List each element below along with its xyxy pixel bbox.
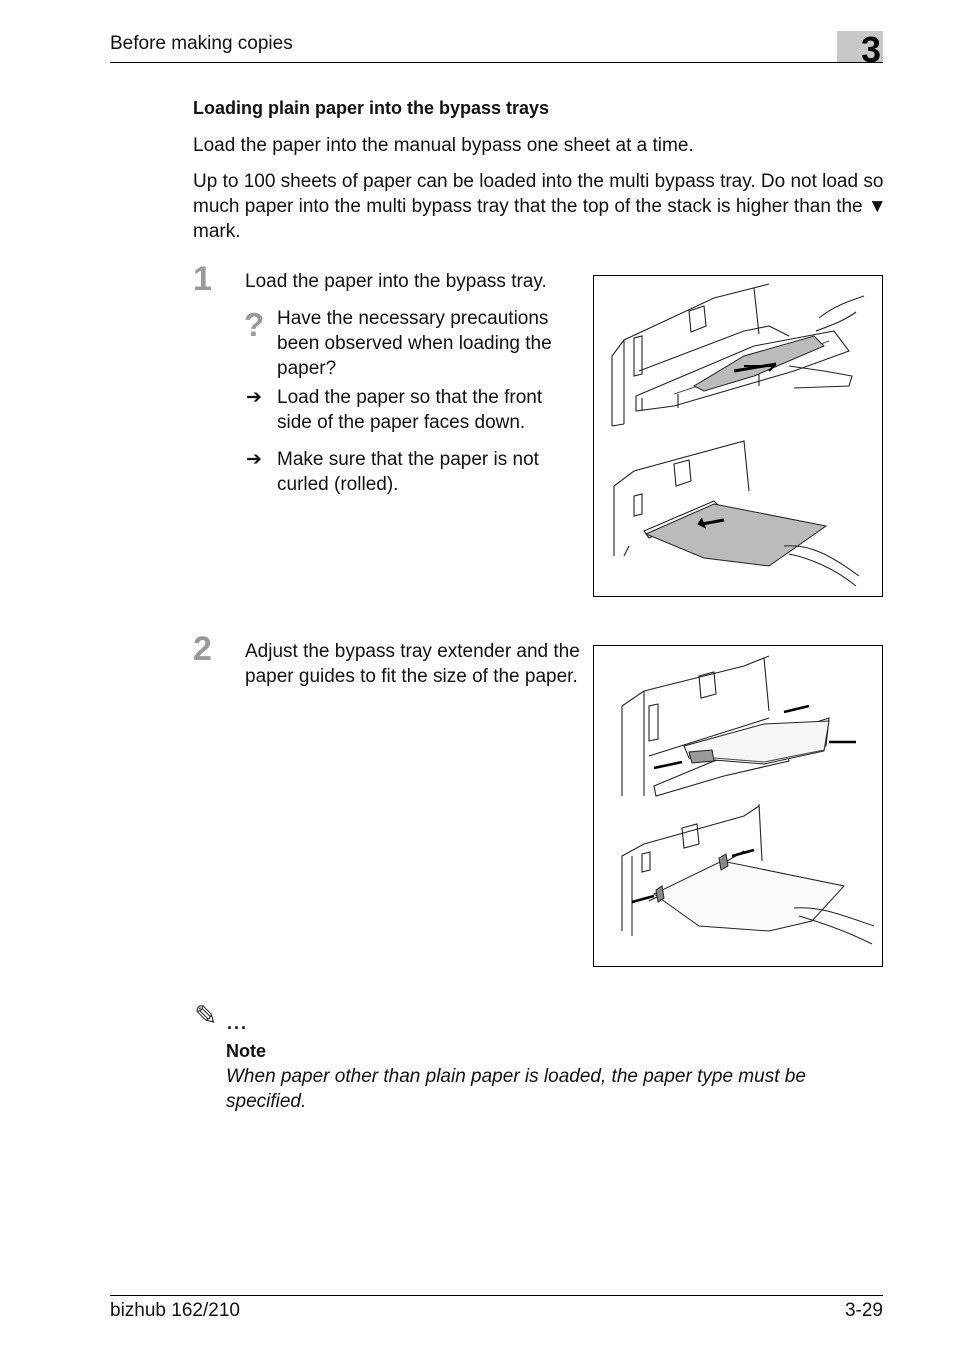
illustration-adjust-guides — [594, 646, 882, 966]
note-heading: Note — [226, 1041, 266, 1061]
chapter-tab — [837, 29, 883, 70]
step-1-question: Have the necessary precautions been observed when loading the paper? — [277, 308, 552, 379]
figure-load-paper — [593, 275, 883, 597]
note-text: When paper other than plain paper is loaded, the paper type must be specified. — [226, 1066, 806, 1112]
footer-product-name: bizhub 162/210 — [110, 1300, 240, 1321]
step-2-number: 2 — [193, 630, 212, 668]
footer-rule — [110, 1295, 883, 1296]
section-heading: Loading plain paper into the bypass trays — [193, 98, 550, 118]
arrow-right-icon: ➔ — [246, 449, 262, 470]
illustration-load-paper — [594, 276, 882, 596]
figure-adjust-guides — [593, 645, 883, 967]
running-header-title: Before making copies — [110, 33, 293, 54]
step-2-text: Adjust the bypass tray extender and the paper guides to fit the size of the paper. — [245, 641, 580, 687]
chapter-number: 3 — [860, 29, 881, 70]
footer-page-number: 3-29 — [844, 1300, 883, 1321]
arrow-right-icon: ➔ — [246, 387, 262, 408]
question-icon: ? — [244, 306, 265, 343]
intro-paragraph-2: Up to 100 sheets of paper can be loaded into the multi bypass tray. Do not load so much paper into the multi bypass tray that the top of the stack is higher than the ▼ mark. — [193, 171, 887, 242]
step-1-number: 1 — [193, 260, 212, 298]
note-pencil-icon: ✎ — [194, 1000, 218, 1031]
step-1-text: Load the paper into the bypass tray. — [245, 271, 547, 292]
step-1-hint-2: Make sure that the paper is not curled (rolled). — [277, 449, 539, 495]
intro-paragraph-1: Load the paper into the manual bypass one sheet at a time. — [193, 135, 694, 156]
step-1-hint-1: Load the paper so that the front side of the paper faces down. — [277, 387, 543, 433]
note-dots: ... — [227, 1013, 249, 1033]
header-rule — [110, 62, 883, 63]
